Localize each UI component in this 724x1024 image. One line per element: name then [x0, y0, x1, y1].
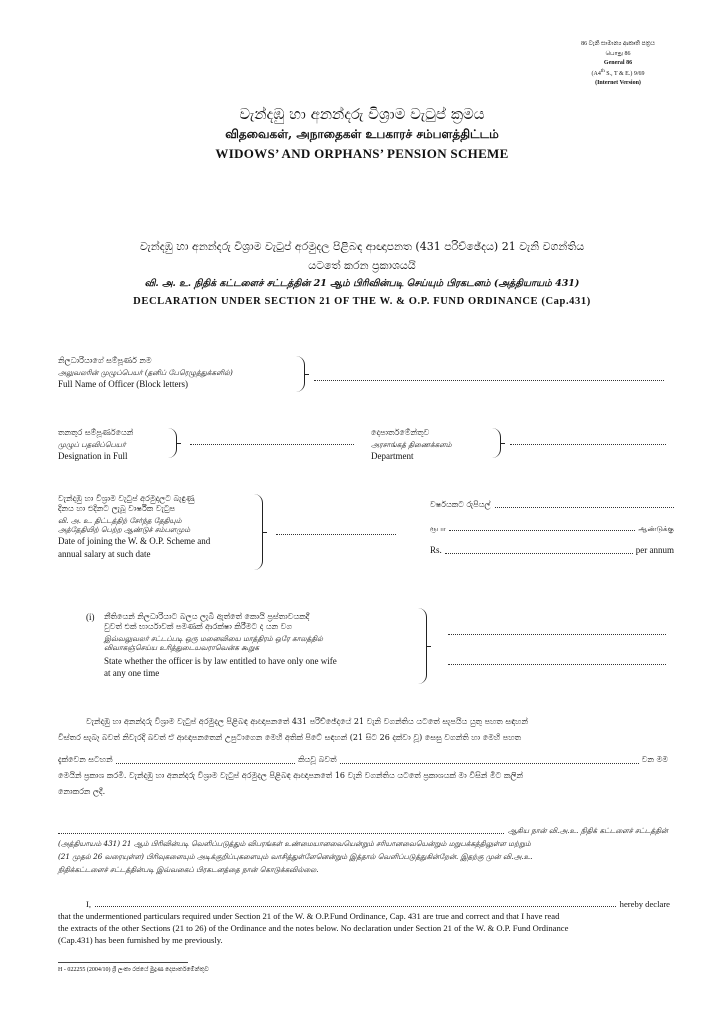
- date-joining-si-1: වැන්දඹු හා විශ්‍රාම වැටුප් අරමුදලට බැඳුණු: [58, 494, 195, 503]
- one-wife-brace: [418, 608, 427, 684]
- full-name-input[interactable]: [314, 380, 664, 381]
- salary-row-ta: [430, 524, 674, 533]
- sinhala-para-lead: දැක්වෙන සටහන්: [58, 755, 113, 764]
- sinhala-para-line4: මෙයින් ප්‍රකාශ කරමි. වැන්දඹු හා අනන්දරු විශ්‍රාම වැටුප් අරමුදල පිළිබඳ ආඥාපනතේ 16 වැනි වගන්තිය යටතේ ප්‍රකාශයක් මා විසින් මීට කලින්: [58, 771, 524, 780]
- english-declaration: [58, 898, 670, 946]
- date-joining-si-2: දිනය හා එදිනට ලැබූ වාර්ෂික වැටුප: [58, 504, 175, 513]
- title-sinhala: වැන්දඹු හා අනන්දරු විශ්‍රාම වැටුප් ක්‍රමය: [239, 105, 485, 123]
- department-brace: [492, 428, 501, 458]
- english-para-lead: I,: [86, 899, 92, 909]
- salary-en-input[interactable]: [445, 553, 633, 554]
- full-name-ta: அலுவலரின் முழுப்பெயர் (தனிப் பேரெழுத்துக்களில்): [58, 368, 233, 377]
- salary-si-input[interactable]: [495, 507, 674, 508]
- salary-row-si: [430, 500, 674, 510]
- sinhala-para-input-2[interactable]: [340, 763, 639, 764]
- designation-ta: முழுப் பதவிப்பெயர்: [58, 440, 126, 449]
- sinhala-para-line5: නොකරන ලදී.: [58, 787, 106, 796]
- one-wife-input-2[interactable]: [448, 664, 666, 665]
- salary-si: වර්ෂයකට රුපියල්: [430, 500, 491, 509]
- salary-en-suffix: per annum: [635, 545, 674, 555]
- sinhala-declaration: [58, 714, 668, 800]
- sinhala-para-line1: වැන්දඹු හා අනන්දරු විශ්‍රාම වැටුප් අරමුදල පිළිබඳ ආඥාපනතේ 431 පරිච්ඡේදයේ 21 වැනි වගන්තිය යටතේ සැපයිය යුතු පහත සඳහන්: [86, 717, 528, 726]
- date-joining-ta-1: வி. அ. உ. திட்டத்திற் சேர்ந்த தேதியும்: [58, 516, 182, 525]
- sinhala-para-tail: වන මම: [641, 755, 668, 764]
- designation-brace: [168, 428, 177, 458]
- form-ref-line2: பொது 86: [605, 51, 631, 57]
- designation-en: Designation in Full: [58, 451, 128, 461]
- one-wife-si-2: වුවත් එක් භාර්යාවක් පමණක් ආරක්ෂා කිරීමට ද යන වග: [104, 622, 293, 631]
- tamil-para-line2: (அத்தியாயம் 431) 21 ஆம் பிரிவின்படி வெளிப்படுத்தும் விபரங்கள் உண்மையானவையென்றும் சரியானவையென்றும் மறுபக்கத்திலுள்ள மற்றும்: [58, 839, 531, 848]
- english-para-line4: (Cap.431) has been furnished by me previously.: [58, 935, 223, 945]
- english-para-line3: the extracts of the other Sections (21 to 26) of the Ordinance and the notes below. No declaration under Section 21 of the W. & O.P. Fund Ordinance: [58, 923, 569, 933]
- full-name-en: Full Name of Officer (Block letters): [58, 379, 189, 389]
- one-wife-ta-1: இவ்வலுவலர் சட்டப்படி ஒரு மனைவியை மாத்திரம் ஒரே காலத்தில்: [104, 634, 323, 643]
- one-wife-input-1[interactable]: [448, 634, 666, 635]
- department-si: දෙපාර්තමේන්තුව: [371, 428, 430, 437]
- sinhala-para-line3: [58, 752, 668, 768]
- english-para-line2: that the undermentioned particulars required under Section 21 of the W. & O.P.Fund Ordinance, Cap. 431 are true and correct and that I have read: [58, 911, 560, 921]
- date-joining-input[interactable]: [276, 534, 396, 535]
- decl-title-tamil: வி. அ. உ. நிதிக் கட்டளைச் சட்டத்தின் 21 ஆம் பிரிவின்படி செய்யும் பிரகடனம் (அத்தியாயம் 431): [144, 278, 580, 289]
- designation-input[interactable]: [190, 444, 354, 445]
- form-ref-line5: (Internet Version): [595, 80, 641, 86]
- date-joining-brace: [254, 494, 263, 570]
- form-reference: [548, 40, 688, 87]
- tamil-para-tail: ஆகிய நான் வி.அ.உ. நிதிக் கட்டளைச் சட்டத்தின்: [507, 826, 668, 835]
- salary-ta-input[interactable]: [449, 530, 636, 531]
- date-joining-ta-2: அத்தேதியிற் பெற்ற ஆண்டுச் சம்பளமும்: [58, 525, 191, 534]
- title-english: WIDOWS’ AND ORPHANS’ PENSION SCHEME: [215, 146, 509, 161]
- full-name-brace: [296, 356, 305, 392]
- one-wife-ta-2: விவாகஞ்செய்ய உரித்துடையவராவென்க கூறுக: [104, 643, 260, 652]
- date-joining-label: [58, 494, 258, 560]
- salary-block: [430, 500, 674, 556]
- department-en: Department: [371, 451, 414, 461]
- tamil-para-line3: (21 முதல் 26 வரையுள்ள) பிரிவுகளையும் அடிக்குறிப்புகளையும் வாசித்துள்ளேனென்றும் இத்தால் வெளிப்படுத்துகின்றேன். இதற்கு முன் வி.அ.உ.: [58, 852, 533, 861]
- salary-ta-prefix: ரூபா: [430, 524, 446, 533]
- department-label: [371, 428, 511, 462]
- designation-label: [58, 428, 178, 462]
- full-name-label: [58, 356, 298, 390]
- title-tamil: விதவைகள், அநாதைகள் உபகாரச் சம்பளத்திட்டம்: [225, 127, 499, 141]
- decl-title-sinhala-1: වැන්දඹු හා අනන්දරු විශ්‍රාම වැටුප් අරමුදල පිළිබඳ ආඥාපනත (431 පරිච්ඡේදය) 21 වැනි වගන්තිය: [139, 240, 585, 253]
- full-name-si: නිලධාරියාගේ සම්පූර්ණ නම: [58, 356, 152, 365]
- date-joining-en-1: Date of joining the W. & O.P. Scheme and: [58, 536, 211, 546]
- department-input[interactable]: [510, 444, 666, 445]
- sinhala-para-input-1[interactable]: [116, 763, 295, 764]
- form-ref-line3: General 86: [603, 60, 633, 66]
- english-para-line1: [58, 898, 670, 910]
- english-para-input[interactable]: [95, 906, 616, 907]
- tamil-declaration: [58, 824, 668, 876]
- form-ref-line1: 86 වැනි සාමාන්‍ය ආකෘති පත්‍රය: [581, 41, 655, 47]
- one-wife-en-1: State whether the officer is by law entitled to have only one wife: [104, 656, 337, 666]
- one-wife-label: [104, 612, 424, 679]
- footer-rule: [58, 962, 188, 963]
- decl-title-english: DECLARATION UNDER SECTION 21 OF THE W. & O.P. FUND ORDINANCE (Cap.431): [133, 296, 591, 307]
- one-wife-num: (i): [86, 612, 95, 622]
- salary-en-prefix: Rs.: [430, 545, 442, 555]
- english-para-tail: hereby declare: [619, 899, 670, 909]
- department-ta: அரசாங்கத் திணைக்களம்: [371, 440, 452, 449]
- sinhala-para-line2: විස්තර සැබෑ බවත් නිවැරදි බවත් ඒ ආඥාපනතෙන් උපුටාගෙන මෙහි අතික් පිටේ සඳහන් (21 සිට 26 දක්වා වූ) සෙසු වගන්ති හා මෙහි පහත: [58, 733, 521, 742]
- tamil-para-line4: நிதிக்கட்டளைச் சட்டத்தின்படி இவ்வகைப் பிரகடனத்தை நான் கொடுக்கவில்லை.: [58, 865, 319, 874]
- one-wife-en-2: at any one time: [104, 668, 160, 678]
- date-joining-en-2: annual salary at such date: [58, 549, 151, 559]
- designation-si: තනතුර සම්පූර්ණයෙන්: [58, 428, 134, 437]
- sinhala-para-mid: කියවූ බවත්: [298, 755, 337, 764]
- form-ref-line4: (A4th S., T & E.) 9/69: [591, 69, 645, 77]
- salary-ta-suffix: ஆண்டுக்கு: [638, 524, 674, 533]
- decl-title-sinhala-2: යටතේ කරන ප්‍රකාශයයි: [308, 259, 416, 272]
- one-wife-si-1: නීතියෙන් නිලධාරියාට බලය ලැබී ඇත්තේ කොයි ප්‍රස්තාවයකදී: [104, 612, 310, 621]
- tamil-para-line1: [58, 824, 668, 837]
- tamil-para-input[interactable]: [58, 833, 504, 834]
- salary-row-en: [430, 545, 674, 556]
- footer-code: H - 022255 (2004/10) ශ්‍රී ලංකා රජයේ මුද්‍රණ දෙපාර්තමේන්තුව: [58, 967, 209, 973]
